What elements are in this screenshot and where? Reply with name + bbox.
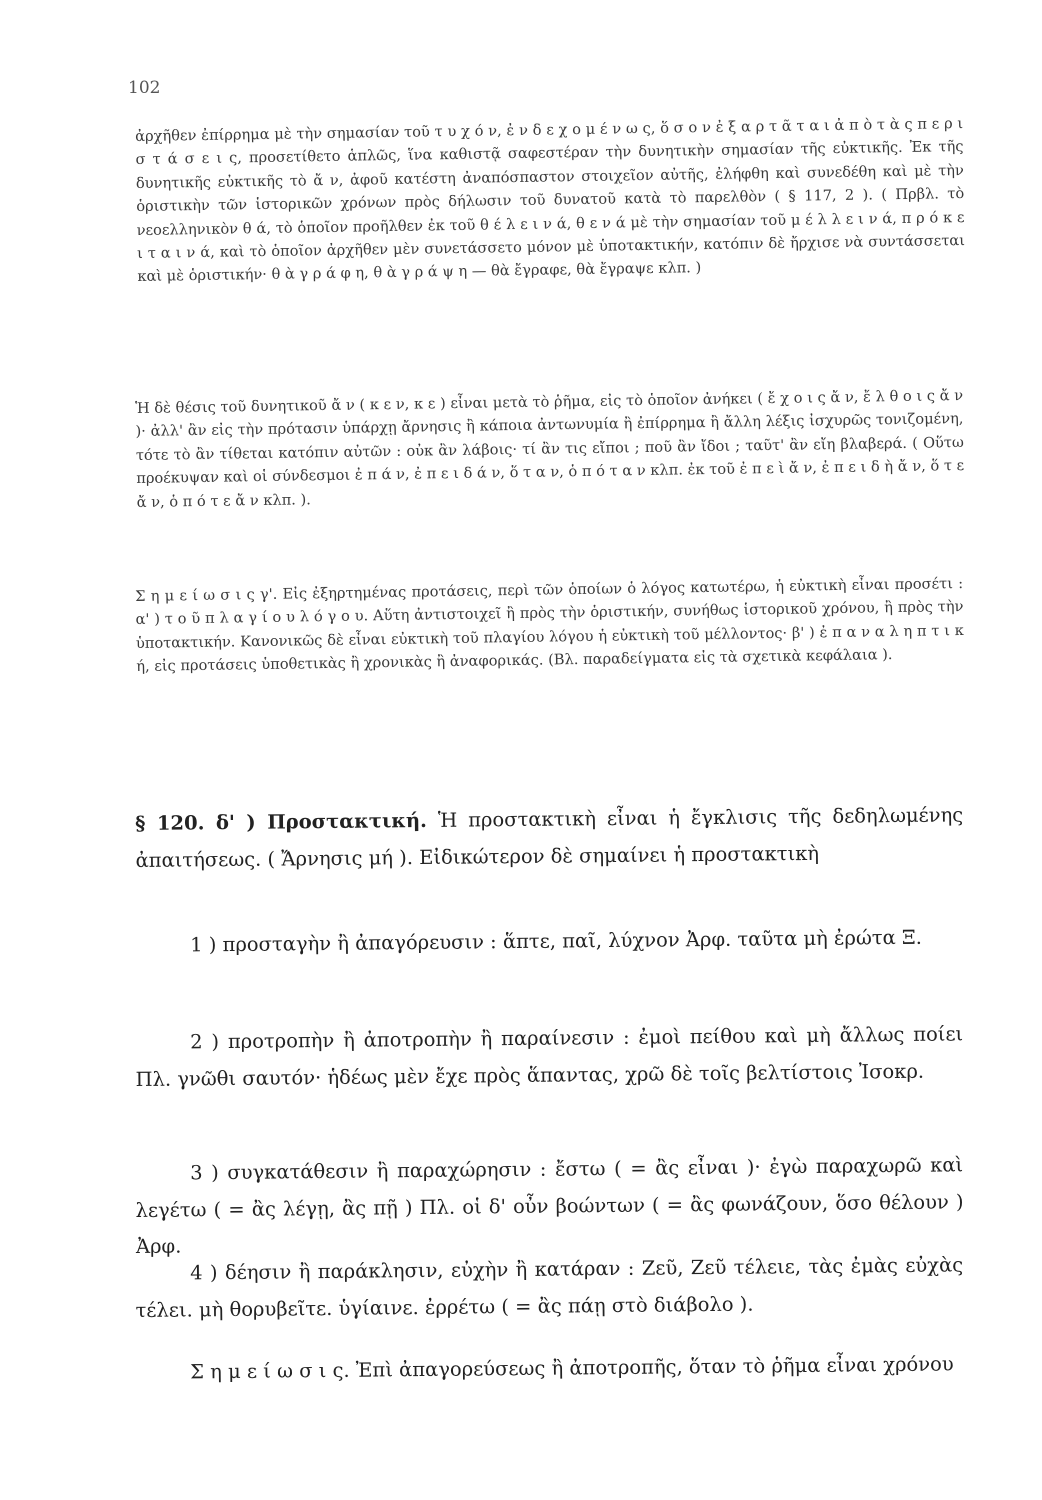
paragraph-continuation [135, 114, 966, 289]
list-item-text: 3 ) συγκατάθεσιν ἢ παραχώρησιν : ἔστω ( = ἂς εἶναι )· ἐγὼ παραχωρῶ καὶ λεγέτω ( = ἂς λέγῃ, ἂς πῇ ) Πλ. οἱ δ' οὖν βοώντων ( = ἂς φωνάζουν, ὅσο θέλουν ) Ἀρφ. [135, 1153, 964, 1258]
list-item-text: 4 ) δέησιν ἢ παράκλησιν, εὐχὴν ἢ κατάραν : Ζεῦ, Ζεῦ τέλειε, τὰς ἐμὰς εὐχὰς τέλει. μὴ θορυβεῖτε. ὑγίαινε. ἐρρέτω ( = ἂς πάῃ στὸ διάβολο ). [135, 1253, 964, 1322]
section-intro: Ἡ προστακτικὴ εἶναι ἡ ἔγκλισις τῆς δεδηλωμένης ἀπαιτήσεως. ( Ἄρνησις μή ). Εἰδικώτερον δὲ σημαίνει ἡ προστακτικὴ [135, 803, 964, 872]
section-heading: § 120. δ' ) Προστακτική. [135, 808, 428, 835]
paragraph-position-of-an [135, 386, 965, 514]
section-120 [135, 803, 964, 879]
list-item-2 [135, 1022, 964, 1098]
note-bottom [135, 1352, 963, 1392]
note-text: Σ η μ ε ί ω σ ι ς γ'. Εἰς ἐξηρτημένας προτάσεις, περὶ τῶν ὁποίων ὁ λόγος κατωτέρω, ἡ εὐκτικὴ εἶναι προσέτι : α' ) τ ο ῦ π λ α γ ί ο υ λ ό γ ο υ. Αὕτη ἀντιστοιχεῖ ἢ πρὸς τὴν ὁριστικήν, συνήθως ἱστορικοῦ χρόνου, ἢ πρὸς τὴν ὑποτακτικήν. Κανονικῶς δὲ εἶναι εὐκτικὴ τοῦ πλαγίου λόγου ἡ εὐκτικὴ τοῦ μέλλοντος· β' ) ἐ π α ν α λ η π τ ι κ ή, εἰς προτάσεις ὑποθετικὰς ἢ χρονικὰς ἢ ἀναφορικάς. (Βλ. παραδείγματα εἰς τὰ σχετικὰ κεφάλαια ). [135, 574, 964, 676]
list-item-text: 1 ) προσταγὴν ἢ ἀπαγόρευσιν : ἅπτε, παῖ, λύχνον Ἀρφ. ταῦτα μὴ ἐρώτα Ξ. [190, 925, 922, 957]
note-gamma [135, 574, 964, 679]
note-text: Σ η μ ε ί ω σ ι ς. Ἐπὶ ἀπαγορεύσεως ἢ ἀποτροπῆς, ὅταν τὸ ῥῆμα εἶναι χρόνου [190, 1352, 954, 1384]
list-item-1 [135, 925, 963, 965]
paragraph-text: ἀρχῆθεν ἐπίρρημα μὲ τὴν σημασίαν τοῦ τ υ χ ό ν, ἐ ν δ ε χ ο μ έ ν ω ς, ὅ σ ο ν ἐ ξ α ρ τ ᾶ τ α ι ἀ π ὸ τ ὰ ς π ε ρ ι σ τ ά σ ε ι ς, προσετίθετο ἁπλῶς, ἵνα καθιστᾷ σαφεστέραν τὴν δυνητικὴν σημασίαν τῆς εὐκτικῆς. Ἐκ τῆς δυνητικῆς εὐκτικῆς τὸ ἄ ν, ἀφοῦ κατέστη ἀναπόσπαστον στοιχεῖον αὐτῆς, ἐλήφθη καὶ συνεδέθη καὶ μὲ τὴν ὁριστικὴν τῶν ἱστορικῶν χρόνων πρὸς δήλωσιν τοῦ δυνατοῦ κατὰ τὸ παρελθὸν ( § 117, 2 ). ( Πρβλ. τὸ νεοελληνικὸν θ ά, τὸ ὁποῖον προῆλθεν ἐκ τοῦ θ έ λ ε ι ν ά, θ ε ν ά μὲ τὴν σημασίαν τοῦ μ έ λ λ ε ι ν ά, π ρ ό κ ε ι τ α ι ν ά, καὶ τὸ ὁποῖον ἀρχῆθεν μὲν συνετάσσετο μόνον μὲ ὑποτακτικήν, κατόπιν δὲ ἤρχισε νὰ συντάσσεται καὶ μὲ ὁριστικήν· θ ὰ γ ρ ά φ η, θ ὰ γ ρ ά ψ η — θὰ ἔγραφε, θὰ ἔγραψε κλπ. ) [135, 114, 966, 286]
list-item-4 [135, 1253, 964, 1329]
paragraph-text: Ἡ δὲ θέσις τοῦ δυνητικοῦ ἄ ν ( κ ε ν, κ ε ) εἶναι μετὰ τὸ ῥῆμα, εἰς τὸ ὁποῖον ἀνήκει ( ἔ χ ο ι ς ἄ ν, ἔ λ θ ο ι ς ἄ ν )· ἀλλ' ἂν εἰς τὴν πρότασιν ὑπάρχῃ ἄρνησις ἢ κάποια ἀντωνυμία ἢ ἐπίρρημα ἢ ἄλλη λέξις ἰσχυρῶς τονιζομένη, τότε τὸ ἂν τίθεται κατόπιν αὐτῶν : οὐκ ἂν λάβοις· τί ἂν τις εἴποι ; ποῦ ἂν ἴδοι ; ταῦτ' ἂν εἴη βλαβερά. ( Οὕτω προέκυψαν καὶ οἱ σύνδεσμοι ἐ π ά ν, ἐ π ε ι δ ά ν, ὅ τ α ν, ὁ π ό τ α ν κλπ. ἐκ τοῦ ἐ π ε ὶ ἄ ν, ἐ π ε ι δ ὴ ἄ ν, ὅ τ ε ἄ ν, ὁ π ό τ ε ἄ ν κλπ. ). [135, 386, 965, 511]
list-item-text: 2 ) προτροπὴν ἢ ἀποτροπὴν ἢ παραίνεσιν : ἐμοὶ πείθου καὶ μὴ ἄλλως ποίει Πλ. γνῶθι σαυτόν· ἡδέως μὲν ἔχε πρὸς ἅπαντας, χρῶ δὲ τοῖς βελτίστοις Ἰσοκρ. [135, 1022, 964, 1091]
page-number: 102 [128, 78, 161, 98]
